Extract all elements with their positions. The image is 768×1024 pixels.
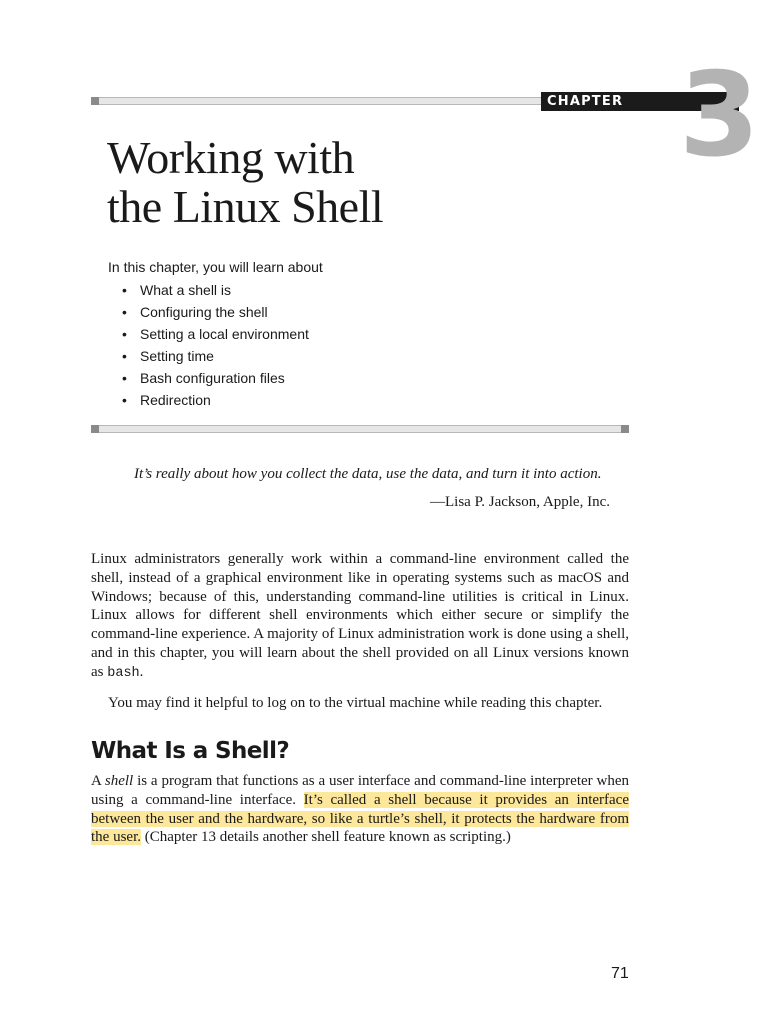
chapter-number: 3 bbox=[679, 48, 760, 183]
shell-definition-paragraph bbox=[91, 772, 629, 847]
top-rule bbox=[91, 97, 541, 105]
epigraph-attribution: —Lisa P. Jackson, Apple, Inc. bbox=[430, 494, 610, 510]
intro-text: Linux administrators generally work within a command-line environment called the shell, instead of a graphical environment like in operating systems such as macOS and Windows; because of this, understanding command-line utilities is critical in Linux. Linux allows for different shell environments which either secure or simplify the command-line experience. A majority of Linux administration work is done using a shell, and in this chapter, you will learn about the shell provided on all Linux versions known as bbox=[91, 551, 629, 680]
shell-after: (Chapter 13 details another shell feature known as scripting.) bbox=[141, 829, 511, 846]
objectives-intro: In this chapter, you will learn about bbox=[108, 259, 323, 275]
chapter-label: CHAPTER bbox=[547, 94, 624, 109]
highlighted-text: It’s called a shell because it provides an interface between the user and the hardware, so like a turtle’s shell, it protects the hardware from the user. bbox=[91, 791, 629, 846]
vm-note-paragraph: You may find it helpful to log on to the virtual machine while reading this chapter. bbox=[108, 695, 603, 711]
chapter-title bbox=[107, 133, 383, 231]
epigraph-quote: It’s really about how you collect the data, use the data, and turn it into action. bbox=[134, 466, 602, 482]
shell-a: A bbox=[91, 773, 105, 789]
intro-end: . bbox=[139, 663, 144, 680]
list-item: • Configuring the shell bbox=[122, 302, 309, 324]
bottom-rule bbox=[91, 425, 629, 433]
list-item: • Setting time bbox=[122, 346, 309, 368]
list-item: • Redirection bbox=[122, 390, 309, 412]
chapter-title-line-1: Working with bbox=[107, 132, 355, 183]
bash-code: bash bbox=[107, 665, 140, 681]
list-item: • Bash configuration files bbox=[122, 368, 309, 390]
list-item: • Setting a local environment bbox=[122, 324, 309, 346]
shell-definition: is a program that functions as a user interface and command-line interpreter when using a command-line interface. bbox=[91, 773, 629, 808]
page-number: 71 bbox=[611, 965, 629, 982]
intro-paragraph bbox=[91, 550, 629, 684]
section-heading: What Is a Shell? bbox=[91, 738, 290, 764]
list-item: • What a shell is bbox=[122, 280, 309, 302]
chapter-title-line-2: the Linux Shell bbox=[107, 181, 384, 232]
objectives-list bbox=[122, 280, 309, 412]
shell-term: shell bbox=[104, 773, 134, 789]
